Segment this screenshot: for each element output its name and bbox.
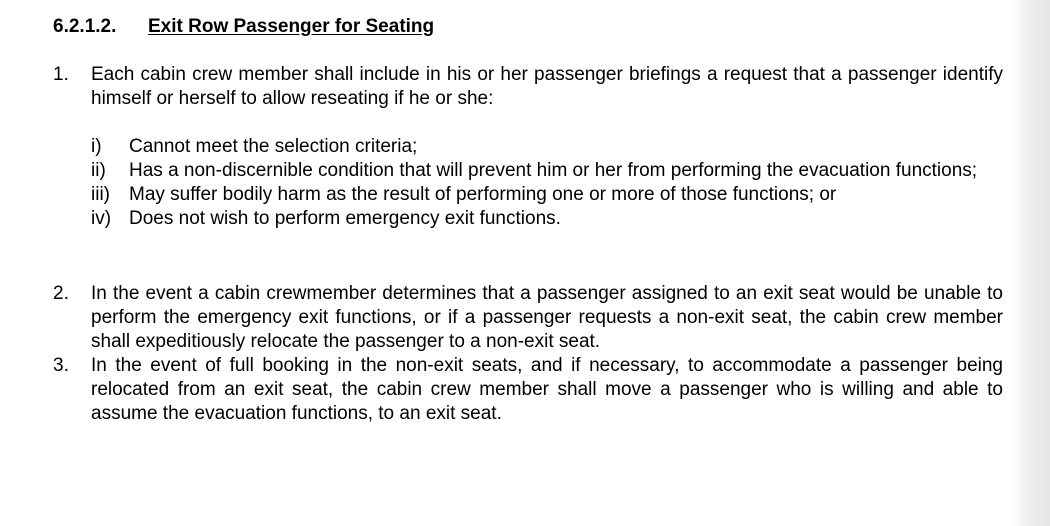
list-item-1 (53, 63, 1003, 111)
sub-list-item-iii (91, 183, 1003, 207)
list-item-3 (53, 354, 1003, 426)
sub-list-item-text: Does not wish to perform emergency exit functions. (129, 208, 561, 229)
list-item-text: In the event a cabin crewmember determines that a passenger assigned to an exit seat would be unable to perform the emergency exit functions, or if a passenger requests a non-exit seat, the cabin crew member shall expeditiously relocate the passenger to a non-exit seat. (91, 283, 1003, 352)
list-item-number: 2. (53, 283, 69, 304)
list-item-text: In the event of full booking in the non-exit seats, and if necessary, to accommodate a passenger being relocated from an exit seat, the cabin crew member shall move a passenger who is willing and able to assume the evacuation functions, to an exit seat. (91, 355, 1003, 424)
sub-list-item-text: Has a non-discernible condition that will prevent him or her from performing the evacuation functions; (129, 160, 978, 181)
sub-list-item-number: i) (91, 136, 102, 157)
sub-list-item-number: iii) (91, 184, 110, 205)
list-item-text: Each cabin crew member shall include in his or her passenger briefings a request that a passenger identify himself or herself to allow reseating if he or she: (91, 64, 1003, 109)
list-item-number: 1. (53, 64, 69, 85)
sub-list (91, 135, 1003, 231)
sub-list-item-text: May suffer bodily harm as the result of performing one or more of those functions; or (129, 184, 837, 205)
sub-list-item-number: iv) (91, 208, 112, 229)
sub-list-item-iv (91, 207, 1003, 231)
list-item-number: 3. (53, 355, 69, 376)
section-heading (53, 14, 434, 40)
list-item-2 (53, 282, 1003, 354)
section-title: Exit Row Passenger for Seating (148, 16, 435, 37)
sub-list-item-text: Cannot meet the selection criteria; (129, 136, 418, 157)
sub-list-item-number: ii) (91, 160, 106, 181)
sub-list-item-i (91, 135, 1003, 159)
sub-list-item-ii (91, 159, 1003, 183)
section-number: 6.2.1.2. (53, 16, 117, 37)
